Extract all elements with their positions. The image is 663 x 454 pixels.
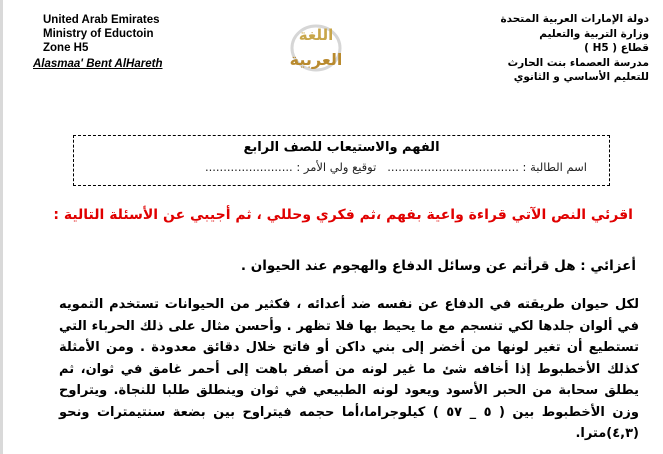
page-edge	[0, 0, 3, 454]
parent-signature-label: توقيع ولي الأمر :	[296, 160, 377, 174]
ministry-name-en: Ministry of Eductoin	[43, 28, 154, 40]
instructions: اقرئي النص الآتي قراءة واعية بفهم ،ثم فكري وحللي ، ثم أجيبي عن الأسئلة التالية :	[53, 207, 633, 223]
zone-ar: قطاع ( H5 )	[584, 42, 649, 54]
header-english	[33, 13, 163, 71]
country-name-ar: دولة الإمارات العربية المتحدة	[500, 13, 649, 25]
zone-en: Zone H5	[43, 42, 89, 54]
greeting-question: أعزائي : هل قرأتم عن وسائل الدفاع والهجوم عند الحيوان .	[240, 258, 636, 274]
logo-top-word: اللغة	[298, 26, 334, 44]
logo-bottom-word: العربية	[289, 50, 343, 69]
country-name-en: United Arab Emirates	[43, 14, 160, 26]
student-name-blank[interactable]: ....................................	[387, 160, 519, 174]
title-box	[73, 135, 610, 186]
school-level-ar: للتعليم الأساسي و الثانوي	[513, 71, 649, 83]
worksheet-title: الفهم والاستيعاب للصف الرابع	[243, 140, 440, 155]
header-arabic	[500, 12, 649, 85]
ministry-name-ar: وزارة التربية والتعليم	[539, 27, 649, 40]
student-name-label: اسم الطالبة :	[522, 160, 587, 174]
parent-signature-blank[interactable]: ........................	[204, 160, 293, 174]
school-name-ar: مدرسة العصماء بنت الحارث	[507, 56, 649, 69]
reading-passage: لكل حيوان طريقته في الدفاع عن نفسه ضد أعدائه ، فكثير من الحيوانات تستخدم التمويه في ألوان جلدها لكي تنسجم مع ما يحيط بها فلا تظهر . وأحسن مثال على ذلك الحرباء التي تستطيع أن تغير لونها من أخضر إلى بني داكن أو فاتح خلال دقائق معدودة . ومن الأمثلة كذلك الأخطبوط إذا أخافه شئ ما غير لونه من أصفر باهت إلى أحمر غامق في ثوان، ثم يطلق سحابة من الحبر الأسود ويعود لونه الطبيعي في ثوان وينطلق طلبا للنجاة. ويتراوح وزن الأخطبوط بين ( ٥ _ ٥٧ ) كيلوجراما،أما حجمه فيتراوح بين بضعة سنتيمترات ونحو (٤,٣)مترا.	[59, 297, 639, 441]
arabic-language-logo-icon	[280, 16, 352, 80]
school-name-en: Alasmaa' Bent AlHareth	[33, 58, 163, 70]
name-signature-fields	[205, 160, 587, 174]
